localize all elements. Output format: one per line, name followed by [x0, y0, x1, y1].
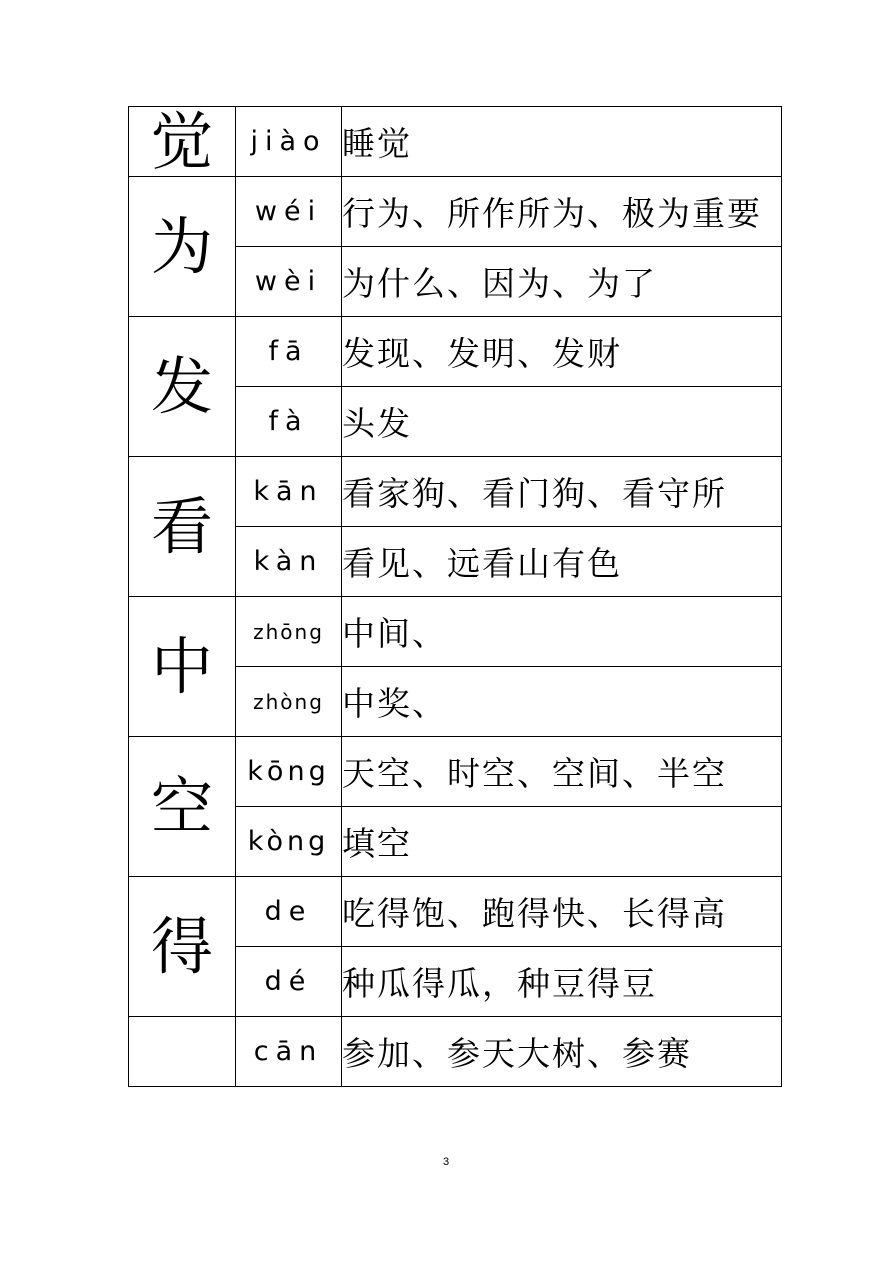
example-words-cell: 填空: [342, 807, 782, 877]
pinyin-cell: wèi: [236, 247, 342, 317]
pinyin-cell: fà: [236, 387, 342, 457]
table-row: [129, 317, 782, 387]
table-row: [129, 177, 782, 247]
pinyin-cell: zhòng: [236, 667, 342, 737]
page-number: 3: [442, 1156, 450, 1168]
table-row: [129, 1017, 782, 1087]
example-words-cell: 参加、参天大树、参赛: [342, 1017, 782, 1087]
table-row: [129, 457, 782, 527]
character-cell: 看: [129, 457, 236, 597]
example-words-cell: 睡觉: [342, 107, 782, 177]
example-words-cell: 行为、所作所为、极为重要: [342, 177, 782, 247]
character-cell: 中: [129, 597, 236, 737]
table-row: [129, 597, 782, 667]
polyphonic-character-table: [128, 106, 782, 1087]
example-words-cell: 种瓜得瓜，种豆得豆: [342, 947, 782, 1017]
pinyin-cell: de: [236, 877, 342, 947]
character-cell: 为: [129, 177, 236, 317]
pinyin-cell: dé: [236, 947, 342, 1017]
example-words-cell: 中奖、: [342, 667, 782, 737]
character-cell: 得: [129, 877, 236, 1017]
character-cell: 空: [129, 737, 236, 877]
example-words-cell: 看见、远看山有色: [342, 527, 782, 597]
character-cell: [129, 1017, 236, 1087]
pinyin-cell: jiào: [236, 107, 342, 177]
example-words-cell: 为什么、因为、为了: [342, 247, 782, 317]
example-words-cell: 中间、: [342, 597, 782, 667]
example-words-cell: 发现、发明、发财: [342, 317, 782, 387]
table-row: [129, 737, 782, 807]
example-words-cell: 看家狗、看门狗、看守所: [342, 457, 782, 527]
pinyin-cell: kān: [236, 457, 342, 527]
pinyin-cell: fā: [236, 317, 342, 387]
pinyin-cell: cān: [236, 1017, 342, 1087]
character-cell: 觉: [129, 107, 236, 177]
pinyin-cell: zhōng: [236, 597, 342, 667]
table-row: [129, 877, 782, 947]
pinyin-cell: kàn: [236, 527, 342, 597]
pinyin-cell: kòng: [236, 807, 342, 877]
example-words-cell: 天空、时空、空间、半空: [342, 737, 782, 807]
pinyin-cell: wéi: [236, 177, 342, 247]
example-words-cell: 吃得饱、跑得快、长得高: [342, 877, 782, 947]
pinyin-cell: kōng: [236, 737, 342, 807]
table-row: [129, 107, 782, 177]
example-words-cell: 头发: [342, 387, 782, 457]
character-cell: 发: [129, 317, 236, 457]
